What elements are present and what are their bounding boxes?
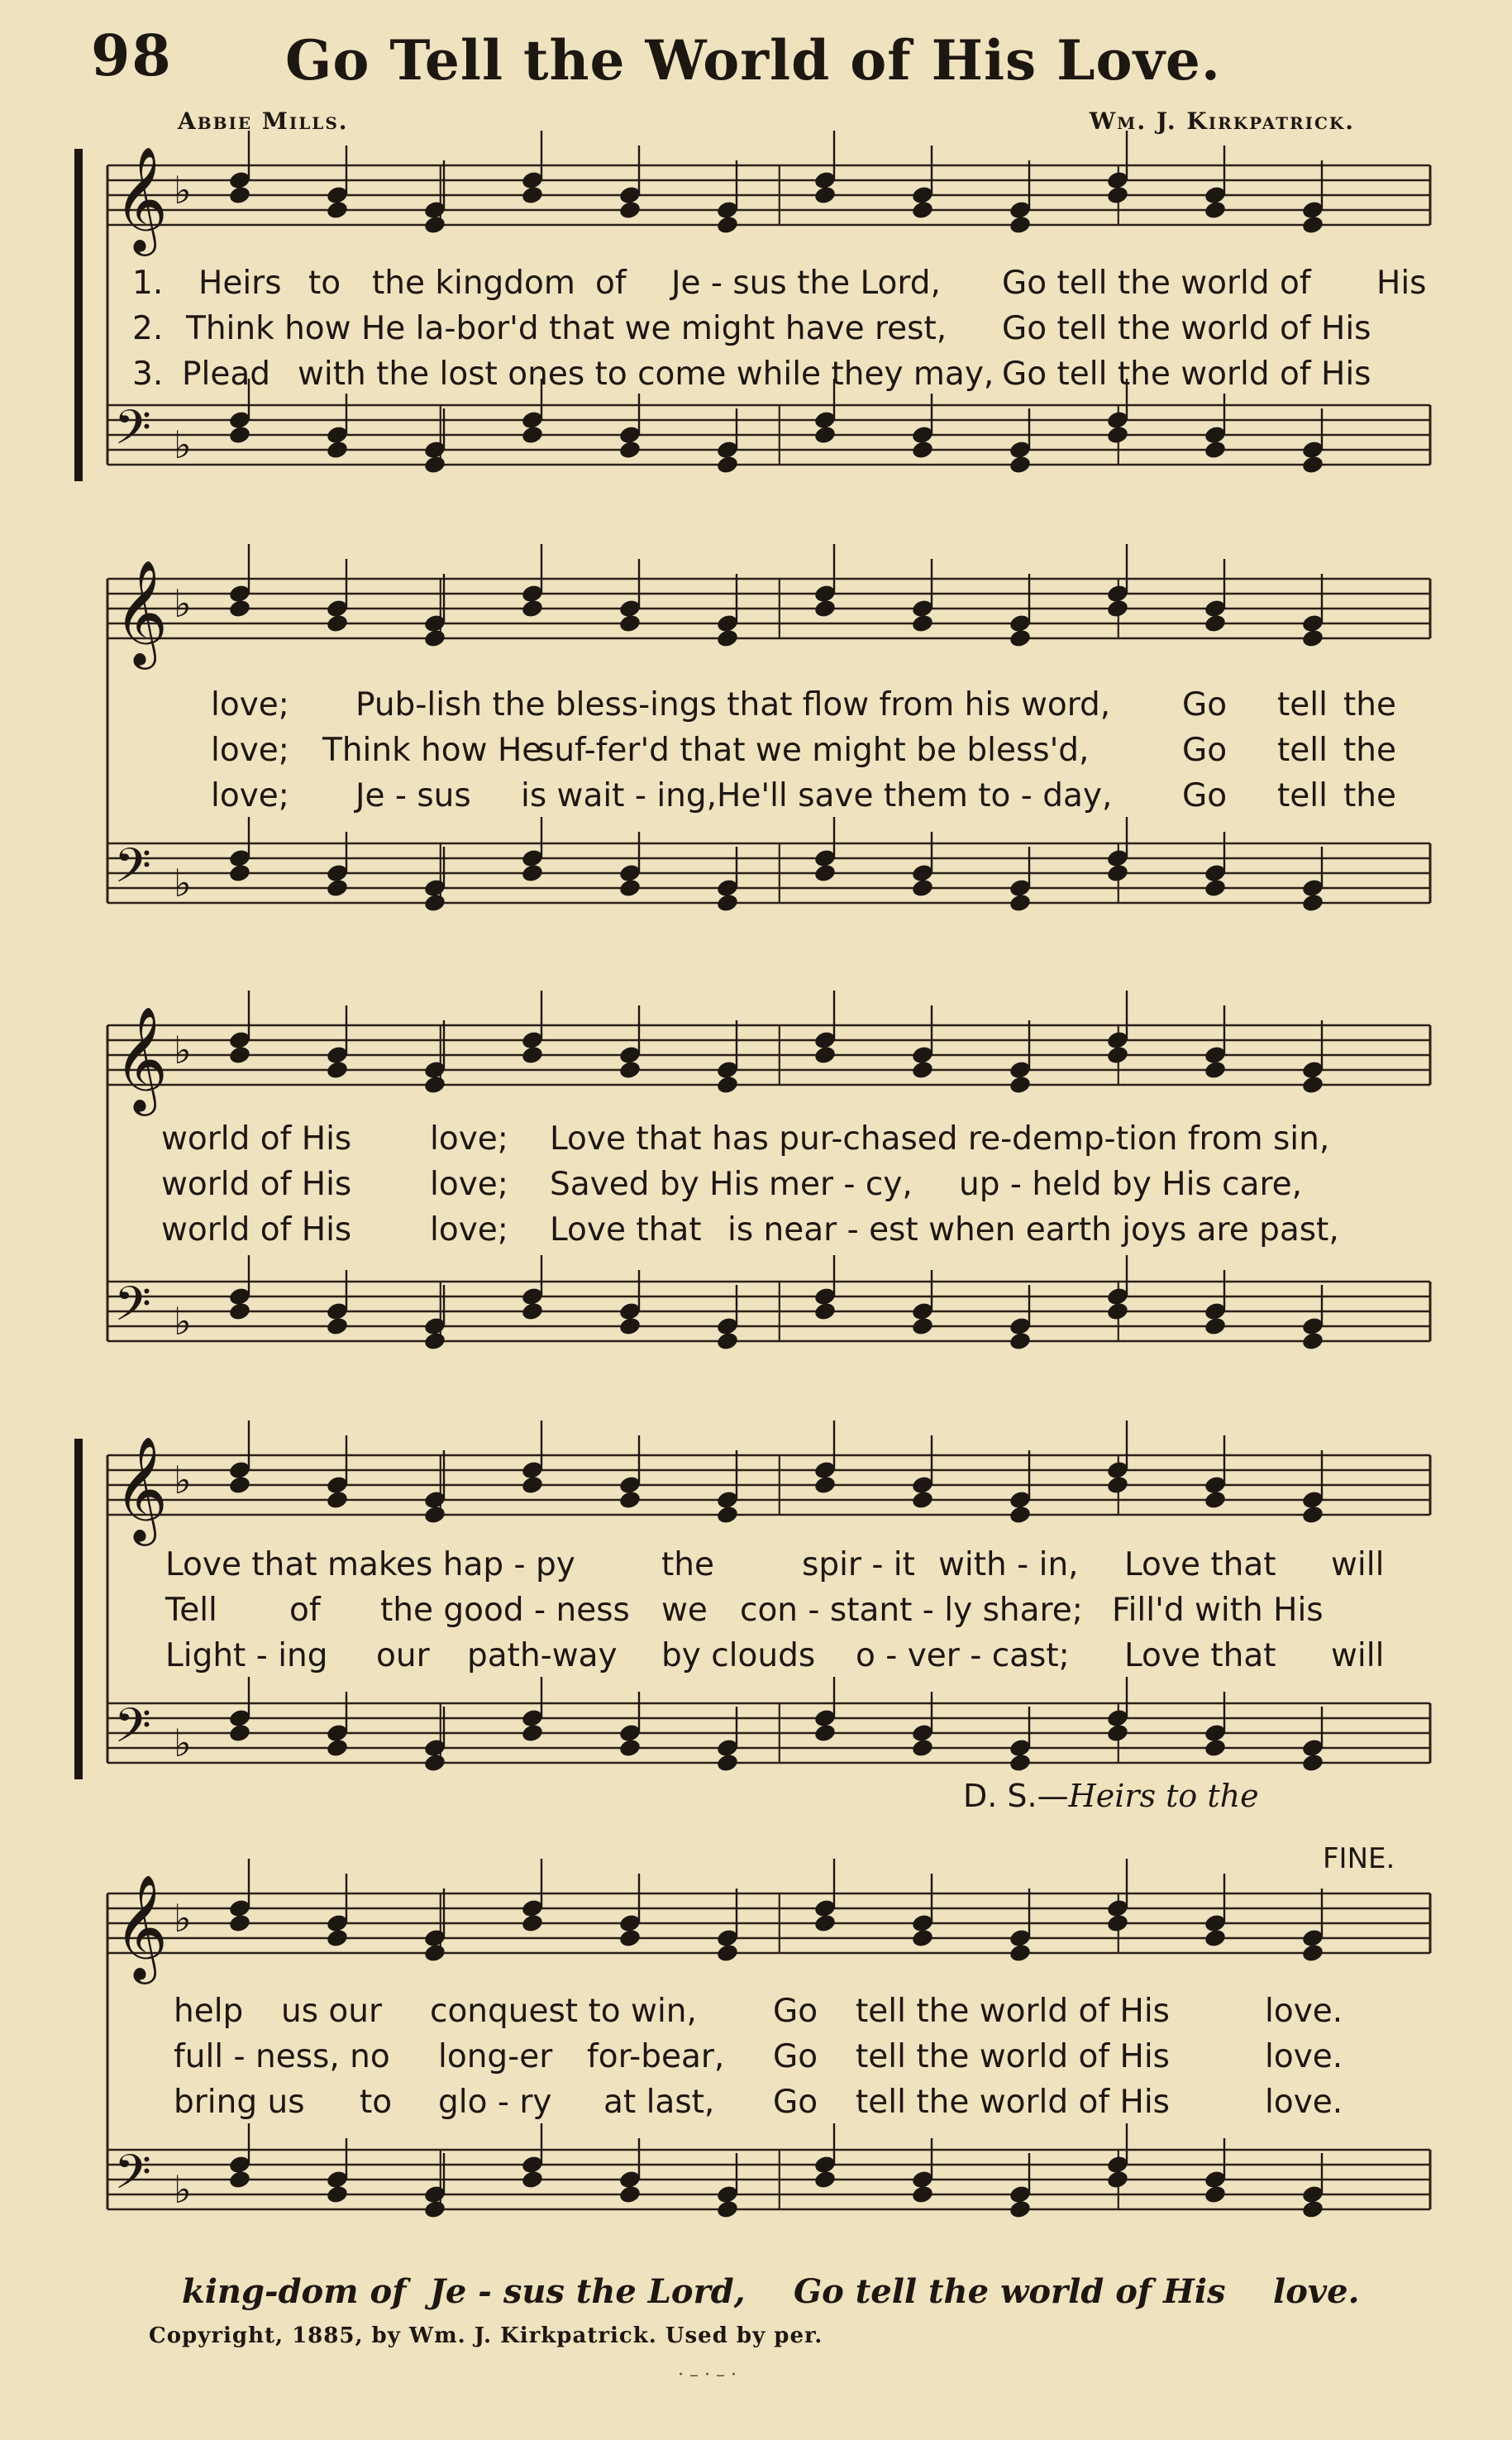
bass-clef-icon: 𝄢 bbox=[114, 1276, 152, 1344]
notehead bbox=[228, 862, 252, 883]
notehead bbox=[716, 628, 740, 648]
notehead bbox=[716, 454, 740, 475]
notehead bbox=[716, 1752, 740, 1773]
music-system-2 bbox=[74, 559, 1430, 951]
notehead bbox=[716, 892, 740, 913]
notehead bbox=[911, 613, 935, 633]
notehead bbox=[326, 613, 350, 633]
bass-clef-icon: 𝄢 bbox=[114, 1697, 152, 1765]
notehead bbox=[1301, 1752, 1325, 1773]
notehead bbox=[1009, 1074, 1033, 1095]
lyric-word: love; bbox=[430, 1211, 508, 1249]
notehead bbox=[423, 214, 447, 235]
lyric-word: the bbox=[1343, 777, 1397, 814]
lyric-word: Go tell the world of bbox=[1002, 265, 1311, 302]
lyric-word: with - in, bbox=[938, 1546, 1079, 1583]
music-system-1 bbox=[74, 141, 1430, 521]
notehead bbox=[618, 199, 642, 220]
notehead bbox=[813, 424, 837, 445]
notehead bbox=[228, 1044, 252, 1065]
flat-icon: ♭ bbox=[174, 1028, 192, 1072]
notehead bbox=[618, 1489, 642, 1510]
lyric-word: the kingdom bbox=[372, 265, 575, 302]
lyric-word: Tell bbox=[165, 1592, 217, 1629]
lyric-word: love. bbox=[1265, 2084, 1343, 2121]
lyric-word: tell the world of His bbox=[856, 2038, 1171, 2075]
lyric-word: to bbox=[308, 265, 341, 302]
notehead bbox=[1301, 214, 1325, 235]
lyric-word: tell bbox=[1277, 686, 1328, 723]
notehead bbox=[813, 1044, 837, 1065]
notehead bbox=[1106, 1044, 1130, 1065]
notehead bbox=[1106, 1912, 1130, 1933]
lyric-line-verse-3 bbox=[74, 356, 1430, 397]
notehead bbox=[423, 2199, 447, 2219]
continuation-word: Je - sus the Lord, bbox=[430, 2272, 746, 2311]
notehead bbox=[423, 628, 447, 648]
lyric-word: tell the world of His bbox=[856, 2084, 1171, 2121]
lyric-line-verse-2 bbox=[74, 1592, 1430, 1633]
notehead bbox=[423, 1942, 447, 1963]
lyric-word: love; bbox=[430, 1166, 508, 1203]
notehead bbox=[1106, 2169, 1130, 2189]
flat-icon: ♭ bbox=[174, 1458, 192, 1502]
notehead bbox=[716, 214, 740, 235]
notehead bbox=[1204, 1059, 1228, 1080]
music-system-5 bbox=[74, 1869, 1430, 2266]
lyric-line-verse-2 bbox=[74, 732, 1430, 773]
notehead bbox=[326, 199, 350, 220]
lyric-word: the bbox=[1343, 732, 1397, 769]
notehead bbox=[228, 1722, 252, 1743]
lyric-word: will bbox=[1331, 1546, 1385, 1583]
notehead bbox=[326, 1315, 350, 1336]
fine-marking: FINE. bbox=[1323, 1842, 1395, 1875]
lyric-word: spir - it bbox=[802, 1546, 915, 1583]
notehead bbox=[911, 199, 935, 220]
lyric-word: Je - sus bbox=[355, 777, 471, 814]
notehead bbox=[1301, 1330, 1325, 1351]
lyric-word: of bbox=[595, 265, 627, 302]
lyric-word: His bbox=[1376, 265, 1427, 302]
lyric-word: Go tell the world of His bbox=[1002, 310, 1371, 347]
lyric-word: conquest to win, bbox=[430, 1993, 697, 2030]
lyric-line-verse-3 bbox=[74, 777, 1430, 819]
notehead bbox=[1106, 1474, 1130, 1495]
notehead bbox=[911, 1927, 935, 1948]
notehead bbox=[813, 184, 837, 205]
notehead bbox=[1106, 1301, 1130, 1321]
notehead bbox=[521, 424, 545, 445]
lyric-word: by clouds bbox=[661, 1637, 816, 1674]
notehead bbox=[1204, 877, 1228, 898]
lyric-word: Love that has pur-chased re-demp-tion from sin, bbox=[550, 1120, 1330, 1158]
lyric-word: Love that bbox=[1124, 1546, 1276, 1583]
lyric-word: Saved by His bbox=[550, 1166, 760, 1203]
lyric-word: world of His bbox=[161, 1120, 352, 1158]
lyric-word: we bbox=[661, 1592, 708, 1629]
lyric-word: full - ness, no bbox=[174, 2038, 390, 2075]
notehead bbox=[618, 2184, 642, 2204]
music-system-3 bbox=[74, 992, 1430, 1381]
lyric-word: glo - ry bbox=[438, 2084, 552, 2121]
lyric-word: with the lost ones to come while they may, bbox=[298, 356, 994, 393]
lyric-line-verse-1 bbox=[74, 686, 1430, 728]
notehead bbox=[716, 1942, 740, 1963]
notehead bbox=[618, 1737, 642, 1758]
music-system-4 bbox=[74, 1422, 1430, 1778]
lyric-line-verse-1 bbox=[74, 1120, 1430, 1162]
notehead bbox=[1301, 1074, 1325, 1095]
notehead bbox=[716, 1330, 740, 1351]
notehead bbox=[716, 1074, 740, 1095]
lyric-word: love; bbox=[211, 732, 289, 769]
notehead bbox=[1106, 184, 1130, 205]
treble-clef-icon: 𝄞 bbox=[114, 146, 169, 251]
lyric-word: the bbox=[1343, 686, 1397, 723]
lyric-word: con - stant - ly share; bbox=[740, 1592, 1083, 1629]
notehead bbox=[716, 1504, 740, 1525]
notehead bbox=[423, 1752, 447, 1773]
notehead bbox=[1204, 439, 1228, 460]
notehead bbox=[1204, 199, 1228, 220]
bass-clef-icon: 𝄢 bbox=[114, 399, 152, 467]
lyric-word: love; bbox=[430, 1120, 508, 1158]
lyric-word: Love that makes hap - py bbox=[165, 1546, 575, 1583]
lyric-line-verse-3 bbox=[74, 1637, 1430, 1678]
lyric-word: Go tell the world of His bbox=[1002, 356, 1371, 393]
lyric-word: tell the world of His bbox=[856, 1993, 1171, 2030]
lyric-line-verse-1 bbox=[74, 1546, 1430, 1588]
lyric-word: Pub-lish the bless-ings that flow from his word, bbox=[355, 686, 1111, 723]
notehead bbox=[1009, 2199, 1033, 2219]
notehead bbox=[228, 184, 252, 205]
lyric-word: the good - ness bbox=[380, 1592, 630, 1629]
notehead bbox=[618, 1315, 642, 1336]
lyric-word: Think how He la-bor'd that we might have rest, bbox=[186, 310, 947, 347]
lyric-word: Go bbox=[773, 2038, 818, 2075]
lyric-word: will bbox=[1331, 1637, 1385, 1674]
notehead bbox=[911, 439, 935, 460]
lyric-word: path-way bbox=[467, 1637, 618, 1674]
lyric-line-verse-1 bbox=[74, 265, 1430, 306]
notehead bbox=[1301, 1504, 1325, 1525]
lyric-word: at last, bbox=[603, 2084, 715, 2121]
lyric-word: Go bbox=[773, 1993, 818, 2030]
notehead bbox=[521, 1912, 545, 1933]
notehead bbox=[813, 1301, 837, 1321]
notehead bbox=[326, 1737, 350, 1758]
notehead bbox=[1204, 1315, 1228, 1336]
lyric-word: Je - sus the Lord, bbox=[671, 265, 941, 302]
treble-clef-icon: 𝄞 bbox=[114, 1435, 169, 1541]
notehead bbox=[1301, 892, 1325, 913]
lyric-word: our bbox=[376, 1637, 430, 1674]
lyric-line-verse-1 bbox=[74, 1993, 1430, 2034]
treble-clef-icon: 𝄞 bbox=[114, 1005, 169, 1111]
printer-ornament: · – · – · bbox=[678, 2365, 737, 2385]
lyricist-credit: Abbie Mills. bbox=[178, 107, 349, 135]
lyric-word: love; bbox=[211, 686, 289, 723]
notehead bbox=[1301, 1942, 1325, 1963]
lyric-word: Go bbox=[1182, 686, 1228, 723]
notehead bbox=[1106, 1722, 1130, 1743]
notehead bbox=[228, 598, 252, 618]
notehead bbox=[1106, 598, 1130, 618]
notehead bbox=[228, 1301, 252, 1321]
copyright-notice: Copyright, 1885, by Wm. J. Kirkpatrick. Used by per. bbox=[149, 2323, 823, 2348]
notehead bbox=[1009, 214, 1033, 235]
notehead bbox=[618, 439, 642, 460]
flat-icon: ♭ bbox=[174, 1299, 192, 1344]
notehead bbox=[911, 2184, 935, 2204]
notehead bbox=[1204, 1927, 1228, 1948]
notehead bbox=[521, 2169, 545, 2189]
ds-label: D. S.— bbox=[963, 1778, 1069, 1814]
flat-icon: ♭ bbox=[174, 2167, 192, 2212]
notehead bbox=[1301, 454, 1325, 475]
lyric-word: to bbox=[360, 2084, 393, 2121]
notehead bbox=[813, 2169, 837, 2189]
lyric-word: tell bbox=[1277, 777, 1328, 814]
verse-number: 1. bbox=[132, 265, 164, 302]
lyric-word: Love that bbox=[550, 1211, 702, 1249]
lyric-word: Go bbox=[773, 2084, 818, 2121]
notehead bbox=[813, 862, 837, 883]
bass-clef-icon: 𝄢 bbox=[114, 2144, 152, 2212]
notehead bbox=[521, 1474, 545, 1495]
hymn-number: 98 bbox=[91, 23, 173, 89]
notehead bbox=[618, 1059, 642, 1080]
lyric-word: us our bbox=[281, 1993, 383, 2030]
ds-italic-text: Heirs to the bbox=[1068, 1778, 1259, 1814]
continuation-word: king-dom of bbox=[182, 2272, 407, 2311]
flat-icon: ♭ bbox=[174, 168, 192, 212]
notehead bbox=[1009, 1752, 1033, 1773]
notehead bbox=[1301, 628, 1325, 648]
notehead bbox=[521, 1044, 545, 1065]
lyric-line-verse-3 bbox=[74, 1211, 1430, 1253]
notehead bbox=[1204, 613, 1228, 633]
lyric-word: is wait - ing,He'll save them to - day, bbox=[521, 777, 1113, 814]
notehead bbox=[326, 1059, 350, 1080]
notehead bbox=[813, 1722, 837, 1743]
notehead bbox=[423, 1504, 447, 1525]
lyric-line-verse-2 bbox=[74, 1166, 1430, 1207]
lyric-word: Love that bbox=[1124, 1637, 1276, 1674]
notehead bbox=[326, 1927, 350, 1948]
lyric-word: world of His bbox=[161, 1166, 352, 1203]
notehead bbox=[228, 2169, 252, 2189]
ds-direction bbox=[963, 1778, 1259, 1814]
notehead bbox=[911, 1737, 935, 1758]
notehead bbox=[521, 598, 545, 618]
notehead bbox=[618, 613, 642, 633]
flat-icon: ♭ bbox=[174, 1896, 192, 1941]
notehead bbox=[423, 892, 447, 913]
lyric-line-verse-2 bbox=[74, 310, 1430, 351]
notehead bbox=[1009, 1942, 1033, 1963]
notehead bbox=[1009, 1330, 1033, 1351]
notehead bbox=[618, 877, 642, 898]
notehead bbox=[813, 598, 837, 618]
notehead bbox=[1009, 628, 1033, 648]
flat-icon: ♭ bbox=[174, 581, 192, 626]
hymn-title: Go Tell the World of His Love. bbox=[285, 28, 1221, 93]
flat-icon: ♭ bbox=[174, 861, 192, 905]
treble-clef-icon: 𝄞 bbox=[114, 1874, 169, 1979]
continuation-word: love. bbox=[1273, 2272, 1360, 2311]
notehead bbox=[1204, 1737, 1228, 1758]
notehead bbox=[911, 1315, 935, 1336]
notehead bbox=[618, 1927, 642, 1948]
notehead bbox=[423, 1330, 447, 1351]
lyric-word: Fill'd with His bbox=[1112, 1592, 1324, 1629]
notehead bbox=[228, 1474, 252, 1495]
notehead bbox=[813, 1474, 837, 1495]
notehead bbox=[1009, 454, 1033, 475]
bass-clef-icon: 𝄢 bbox=[114, 838, 152, 905]
notehead bbox=[521, 862, 545, 883]
lyric-line-verse-2 bbox=[74, 2038, 1430, 2079]
lyric-word: the bbox=[661, 1546, 715, 1583]
notehead bbox=[911, 1489, 935, 1510]
lyric-word: Light - ing bbox=[165, 1637, 328, 1674]
lyric-word: suf-fer'd that we might be bless'd, bbox=[537, 732, 1090, 769]
notehead bbox=[326, 1489, 350, 1510]
lyric-word: for-bear, bbox=[587, 2038, 725, 2075]
lyric-word: world of His bbox=[161, 1211, 352, 1249]
lyric-word: Go bbox=[1182, 777, 1228, 814]
notehead bbox=[326, 877, 350, 898]
lyric-word: Think how He bbox=[322, 732, 542, 769]
lyric-line-verse-3 bbox=[74, 2084, 1430, 2125]
notehead bbox=[228, 1912, 252, 1933]
notehead bbox=[1204, 1489, 1228, 1510]
notehead bbox=[1204, 2184, 1228, 2204]
notehead bbox=[228, 424, 252, 445]
lyric-word: tell bbox=[1277, 732, 1328, 769]
flat-icon: ♭ bbox=[174, 423, 192, 467]
lyric-word: of bbox=[289, 1592, 321, 1629]
treble-clef-icon: 𝄞 bbox=[114, 559, 169, 665]
notehead bbox=[1009, 892, 1033, 913]
lyric-word: Plead bbox=[182, 356, 271, 393]
notehead bbox=[326, 2184, 350, 2204]
lyric-word: is near - est when earth joys are past, bbox=[727, 1211, 1339, 1249]
lyric-word: o - ver - cast; bbox=[856, 1637, 1070, 1674]
lyric-word: Heirs bbox=[198, 265, 282, 302]
lyric-word: help bbox=[174, 1993, 244, 2030]
notehead bbox=[521, 1722, 545, 1743]
verse-number: 2. bbox=[132, 310, 164, 347]
lyric-word: love. bbox=[1265, 2038, 1343, 2075]
lyric-word: up - held by His care, bbox=[959, 1166, 1303, 1203]
lyric-word: love; bbox=[211, 777, 289, 814]
verse-number: 3. bbox=[132, 356, 164, 393]
notehead bbox=[521, 1301, 545, 1321]
notehead bbox=[1009, 1504, 1033, 1525]
lyric-word: Go bbox=[1182, 732, 1228, 769]
notehead bbox=[423, 454, 447, 475]
notehead bbox=[1106, 862, 1130, 883]
notehead bbox=[326, 439, 350, 460]
lyric-word: mer - cy, bbox=[769, 1166, 913, 1203]
flat-icon: ♭ bbox=[174, 1721, 192, 1765]
lyric-word: bring us bbox=[174, 2084, 305, 2121]
notehead bbox=[911, 1059, 935, 1080]
continuation-word: Go tell the world of His bbox=[794, 2272, 1226, 2311]
lyric-word: love. bbox=[1265, 1993, 1343, 2030]
notehead bbox=[813, 1912, 837, 1933]
notehead bbox=[1301, 2199, 1325, 2219]
lyric-word: long-er bbox=[438, 2038, 553, 2075]
composer-credit: Wm. J. Kirkpatrick. bbox=[1089, 107, 1355, 135]
notehead bbox=[911, 877, 935, 898]
notehead bbox=[521, 184, 545, 205]
notehead bbox=[716, 2199, 740, 2219]
notehead bbox=[423, 1074, 447, 1095]
notehead bbox=[1106, 424, 1130, 445]
